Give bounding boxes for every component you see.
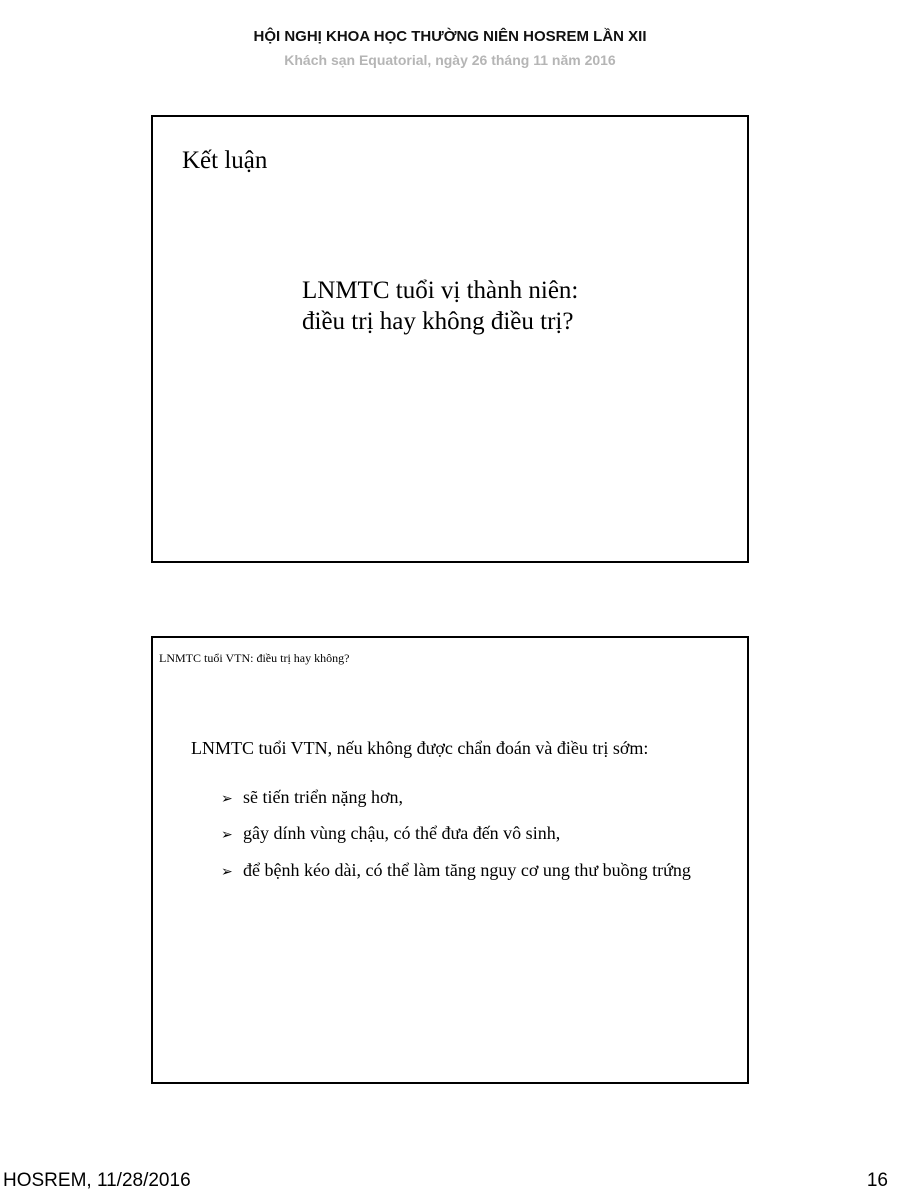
slide-1-heading: Kết luận (182, 147, 268, 174)
list-item: ➢ sẽ tiến triển nặng hơn, (221, 787, 403, 807)
slide-1-line-1: LNMTC tuổi vị thành niên: (302, 277, 579, 304)
arrow-bullet-icon: ➢ (221, 827, 233, 843)
page-header-subtitle: Khách sạn Equatorial, ngày 26 tháng 11 năm 2016 (284, 52, 616, 68)
slide-1-line-2: điều trị hay không điều trị? (302, 308, 574, 335)
list-item: ➢ để bệnh kéo dài, có thể làm tăng nguy cơ ung thư buồng trứng (221, 852, 711, 890)
list-item: ➢ gây dính vùng chậu, có thể đưa đến vô sinh, (221, 823, 561, 843)
slide-1 (151, 115, 749, 563)
slide-2-heading: LNMTC tuổi VTN: điều trị hay không? (159, 651, 350, 665)
page-header-title: HỘI NGHỊ KHOA HỌC THƯỜNG NIÊN HOSREM LẦN XII (253, 28, 647, 45)
slide-2-bullet-list (221, 788, 711, 905)
slide-1-body (302, 275, 578, 337)
slide-2 (151, 636, 749, 1084)
footer-source-date: HOSREM, 11/28/2016 (3, 1170, 191, 1191)
page-number: 16 (866, 1170, 888, 1191)
arrow-bullet-icon: ➢ (221, 864, 233, 880)
arrow-bullet-icon: ➢ (221, 791, 233, 807)
slide-2-intro: LNMTC tuổi VTN, nếu không được chẩn đoán và điều trị sớm: (191, 738, 649, 758)
